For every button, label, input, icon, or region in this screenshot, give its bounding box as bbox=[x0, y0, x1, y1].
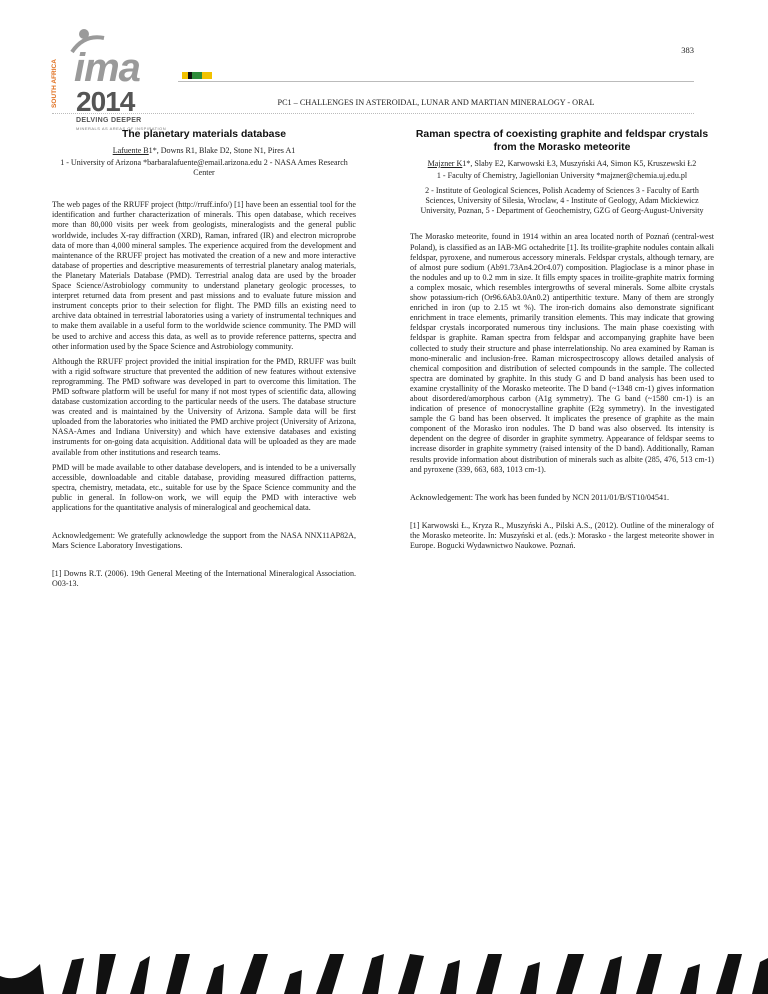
session-title: PC1 – CHALLENGES IN ASTEROIDAL, LUNAR AND MARTIAN MINERALOGY - ORAL bbox=[277, 98, 595, 107]
logo-country: SOUTH AFRICA bbox=[50, 59, 58, 108]
body-paragraph: PMD will be made available to other database developers, and is intended to be a universally accessible, downloadable and citable database, providing measured diffraction patterns, spectra, chemistry, metadata, etc., suitable for use by the Space Science community and the public in general. In follow-on work, we will equip the PMD with interactive web applications for the quantitative analysis of mineralogical and geochemical data. bbox=[52, 462, 356, 512]
body-paragraph: Although the RRUFF project provided the initial inspiration for the PMD, RRUFF was built with a rigid software structure that prevented the addition of new features without extensive reprogramming. The PMD software was developed in part to overcome this limitation. The PMD software platform will be useful for many if not most types of scientific data, allowing database customization according to the particular needs of the users. The database structure was created and is maintained by the University of Arizona. Sample data will be first uploaded from the laboratories who initiated the PMD archive project (University of Arizona, NASA-Ames and Indiana University) and which have extensive databases and existing instruments for on-going data acquisition. Additional data will be uploaded as they are made available from other institutions and research teams. bbox=[52, 356, 356, 457]
abstract-title: Raman spectra of coexisting graphite and feldspar crystals from the Morasko meteorite bbox=[415, 129, 709, 153]
abstract-left bbox=[52, 128, 356, 589]
flag-color-bar bbox=[182, 72, 212, 79]
logo-year: 2014 bbox=[76, 86, 135, 117]
logo-subtagline: MINERALS AS AREAS OF INSPIRATION bbox=[76, 126, 167, 131]
author-list bbox=[410, 159, 714, 169]
logo-ima: ima bbox=[74, 46, 140, 90]
abstract-right bbox=[410, 128, 714, 551]
logo-tagline: DELVING DEEPER bbox=[76, 117, 142, 124]
body-paragraph: The web pages of the RRUFF project (http://rruff.info/) [1] have been an essential tool for the identification and further characterization of minerals. This open database, which receives more than 80,000 visits per week from geologists, mineralogists and the general public worldwide, includes X-ray diffraction (XRD), Raman, infrared (IR) and electron microprobe data of more than 4,000 mineral samples. The experience acquired from the development and maintenance of the RRUFF project has motivated the creation of a new and more interactive database of properties and descriptive measurements of terrestrial planetary analog materials, the Planetary Materials Database (PMD). Terrestrial analog data are used by the broader Space Science/Astrobiology community to understand planetary geologic processes, to interpret returned data from present and past missions and to evaluate future mission and instrument concepts prior to their selection for flight. The PMD fills an existing need to archive data obtained in terrestrial laboratories using a variety of instrumental techniques and to make them available in a useful form to the worldwide science community. The PMD will be used to archive and access this data, as well as to provide reference patterns, spectra and other information used by the Space Science and Astrobiology community. bbox=[52, 200, 356, 351]
reference: [1] Downs R.T. (2006). 19th General Meeting of the International Mineralogical Association. O03-13. bbox=[52, 569, 356, 589]
acknowledgement: Acknowledgement: We gratefully acknowledge the support from the NASA NNX11AP82A, Mars Science Laboratory Investigations. bbox=[52, 531, 356, 551]
affiliations: 1 - University of Arizona *barbaralafuente@email.arizona.edu 2 - NASA Ames Research Center bbox=[60, 158, 348, 178]
body-paragraph: The Morasko meteorite, found in 1914 within an area located north of Poznań (central-west Poland), is classified as an IAB-MG octahedrite [1]. Its troilite-graphite nodules contain alkali feldspar, pyroxene, and numerous accessory minerals. Feldspar crystals, although ternary, are of almost pure sodium (Ab91.73An4.2Or4.07) composition. Plagioclase is a minor phase in the nodules and up to 0.2 mm in size. It fills empty spaces in troilite-graphite matrix forming a complex mosaic, which resembles intergrowths of several minerals. Some albite crystals show potassium-rich (Or96.6Ab3.0An0.2) antiperthitic texture. Many of them are strongly enriched in iron (up to 2.15 wt %). The iron-rich domains also demonstrate significant enrichment in trace elements, primarily transition elements. This may indicate that growing feldspar crystals incorporated numerous tiny inclusions. The main phase coexisting with feldspar is graphite. Raman spectra from feldspar and accompanying graphite have been collected to study their structure and phase interrelationship. No area examined by Raman is mono-mineralic and inclusion-free. Raman microspectroscopy allows detailed analysis of chemical composition and distribution of selected compounds in the sample. The collected spectra are dominated by graphite. In this study G and D band analysis has been used to examine crystallinity of the Morasko meteorite. The D band (~1348 cm-1) gives information about disordered/amorphous carbon (A1g symmetry). The G band (~1580 cm-1) is an indication of presence of monocrystalline graphite (E2g symmetry). In the investigated sample the G band has been observed. It implicates the presence of graphite as the main component of the Morasko iron nodules. The D band was also observed. Its intensity is dependent on the degree of disorder in graphite symmetry. Appearance of feldspar seems to increase disorder in graphite symmetry (raised intensity of the D band). Additionally, Raman results provide information about distribution of minerals such as albite (285, 476, 513 cm-1) and pyroxene (339, 663, 683, 1013 cm-1). bbox=[410, 232, 714, 474]
abstract-title: The planetary materials database bbox=[121, 129, 286, 140]
presenting-author: Lafuente B bbox=[112, 146, 149, 155]
presenting-author: Majzner K bbox=[427, 159, 463, 168]
header-rule bbox=[178, 81, 694, 82]
author-list bbox=[52, 146, 356, 156]
affiliation: 2 - Institute of Geological Sciences, Polish Academy of Sciences 3 - Faculty of Earth Sciences, University of Silesia, Wroclaw, 4 - Institute of Geology, Adam Mickiewicz University, Poznan, 5 - Department of Geochemistry, GZG of Georg-August-University bbox=[420, 186, 704, 216]
zebra-stripe-footer bbox=[0, 954, 768, 994]
page-number: 383 bbox=[681, 45, 694, 55]
logo-country-strip bbox=[52, 58, 64, 116]
acknowledgement: Acknowledgement: The work has been funded by NCN 2011/01/B/ST10/04541. bbox=[410, 492, 670, 502]
header-dotted-divider bbox=[52, 113, 694, 114]
author-list-rest: 1*, Slaby E2, Karwowski Ł3, Muszyński A4, Simon K5, Kruszewski Ł2 bbox=[462, 159, 697, 168]
author-list-rest: 1*, Downs R1, Blake D2, Stone N1, Pires A1 bbox=[148, 146, 296, 155]
affiliation: 1 - Faculty of Chemistry, Jagiellonian University *majzner@chemia.uj.edu.pl bbox=[436, 171, 688, 181]
reference: [1] Karwowski Ł., Kryza R., Muszyński A., Pilski A.S., (2012). Outline of the mineralogy of the Morasko meteorite. In: Muszyński et al. (eds.): Morasko - the largest meteorite shower in Europe. Bogucki Wydawnictwo Naukowe. Poznań. bbox=[410, 520, 714, 550]
